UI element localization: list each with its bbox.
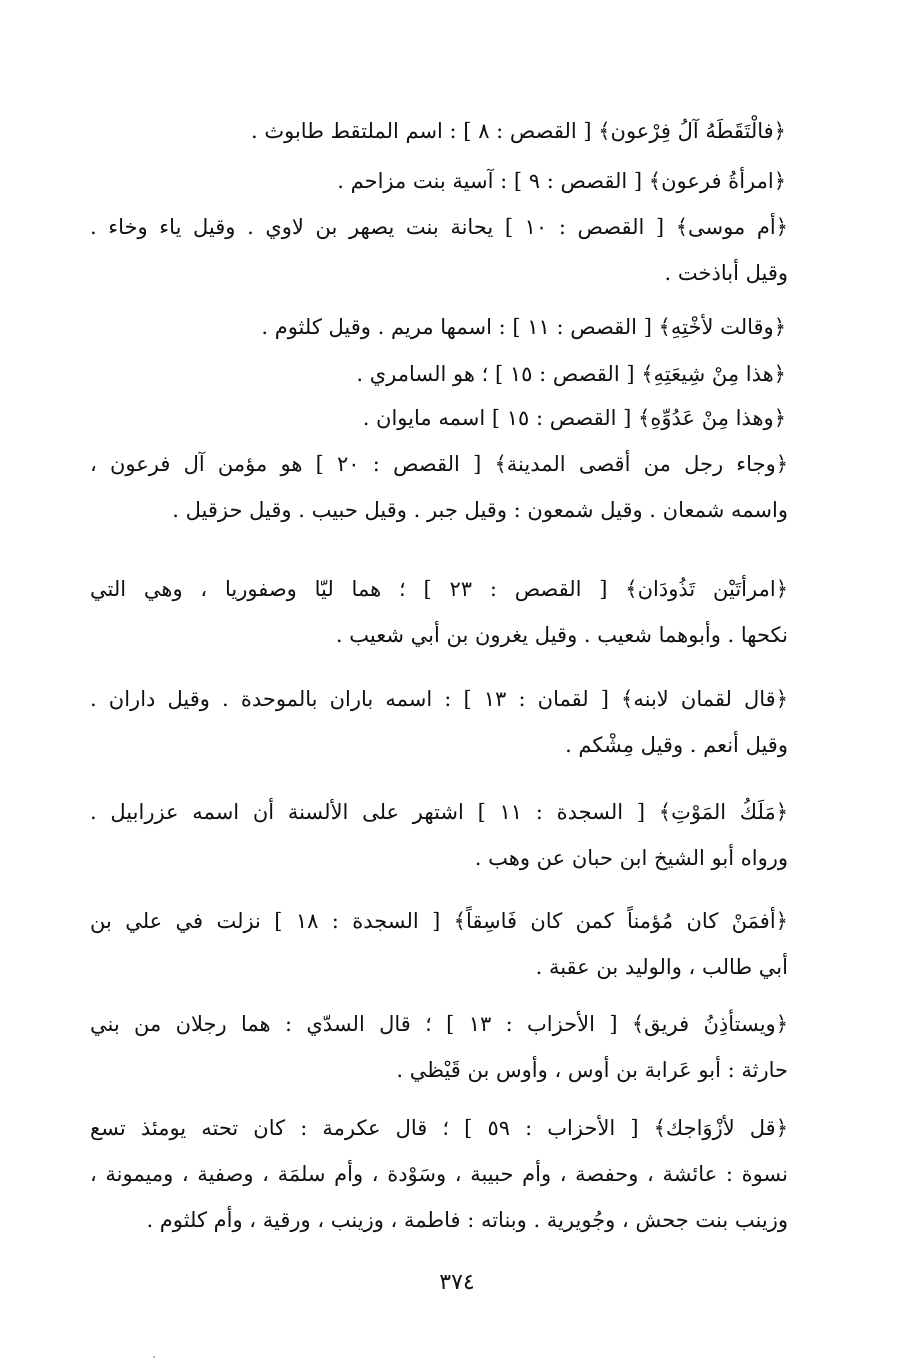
text-line: نكحها . وأبوهما شعيب . وقيل يغرون بن أبي شعيب . [335,623,788,647]
text-line: ﴿أم موسى﴾ [ القصص : ١٠ ] يحانة بنت يصهر بن لاوي . وقيل ياء وخاء . [90,215,788,239]
text-line: أبي طالب ، والوليد بن عقبة . [535,955,788,979]
text-line: ﴿قل لأزْوَاجك﴾ [ الأحزاب : ٥٩ ] ؛ قال عكرمة : كان تحته يومئذ تسع [90,1116,789,1140]
text-line: ﴿ويستأذِنُ فريق﴾ [ الأحزاب : ١٣ ] ؛ قال السدّي : هما رجلان من بني [90,1012,788,1036]
text-line: ﴿أفمَنْ كان مُؤمناً كمن كان فَاسِقاً﴾ [ السجدة : ١٨ ] نزلت في علي بن [90,909,788,933]
text-line: ﴿وقالت لأخْتِهِ﴾ [ القصص : ١١ ] : اسمها مريم . وقيل كلثوم . [261,315,786,339]
scan-speck [153,1356,155,1358]
page-number: ٣٧٤ [439,1270,475,1295]
text-line: ﴿امرأةُ فرعون﴾ [ القصص : ٩ ] : آسية بنت مزاحم . [337,169,786,193]
text-line: وقيل أنعم . وقيل مِشْكم . [565,733,788,757]
text-line: وقيل أباذخت . [664,261,788,285]
text-line: ﴿مَلَكُ المَوْتِ﴾ [ السجدة : ١١ ] اشتهر على الألسنة أن اسمه عزرابيل . [90,800,789,824]
text-line: حارثة : أبو عَرابة بن أوس ، وأوس بن قَيْظي . [396,1058,788,1082]
text-line: ﴿قال لقمان لابنه﴾ [ لقمان : ١٣ ] : اسمه باران بالموحدة . وقيل داران . [90,687,788,711]
text-line: ﴿فالْتَقَطَهُ آلُ فِرْعون﴾ [ القصص : ٨ ] : اسم الملتقط طابوث . [250,119,786,143]
text-line: ﴿هذا مِنْ شِيعَتِهِ﴾ [ القصص : ١٥ ] ؛ هو السامري . [356,362,786,386]
text-line: نسوة : عائشة ، وحفصة ، وأم حبيبة ، وسَوْدة ، وأم سلمَة ، وصفية ، وميمونة ، [90,1162,788,1186]
text-line: ورواه أبو الشيخ ابن حبان عن وهب . [474,846,788,870]
text-line: ﴿وهذا مِنْ عَدُوِّهِ﴾ [ القصص : ١٥ ] اسمه مايوان . [362,406,786,430]
text-line: ﴿وجاء رجل من أقصى المدينة﴾ [ القصص : ٢٠ ] هو مؤمن آل فرعون ، [90,452,789,476]
text-line: ﴿امرأتَيْن تَذُودَان﴾ [ القصص : ٢٣ ] ؛ هما ليّا وصفوريا ، وهي التي [90,577,788,601]
text-line: وزينب بنت جحش ، وجُويرية . وبناته : فاطمة ، وزينب ، ورقية ، وأم كلثوم . [146,1208,788,1232]
text-line: واسمه شمعان . وقيل شمعون : وقيل جبر . وقيل حبيب . وقيل حزقيل . [172,498,788,522]
